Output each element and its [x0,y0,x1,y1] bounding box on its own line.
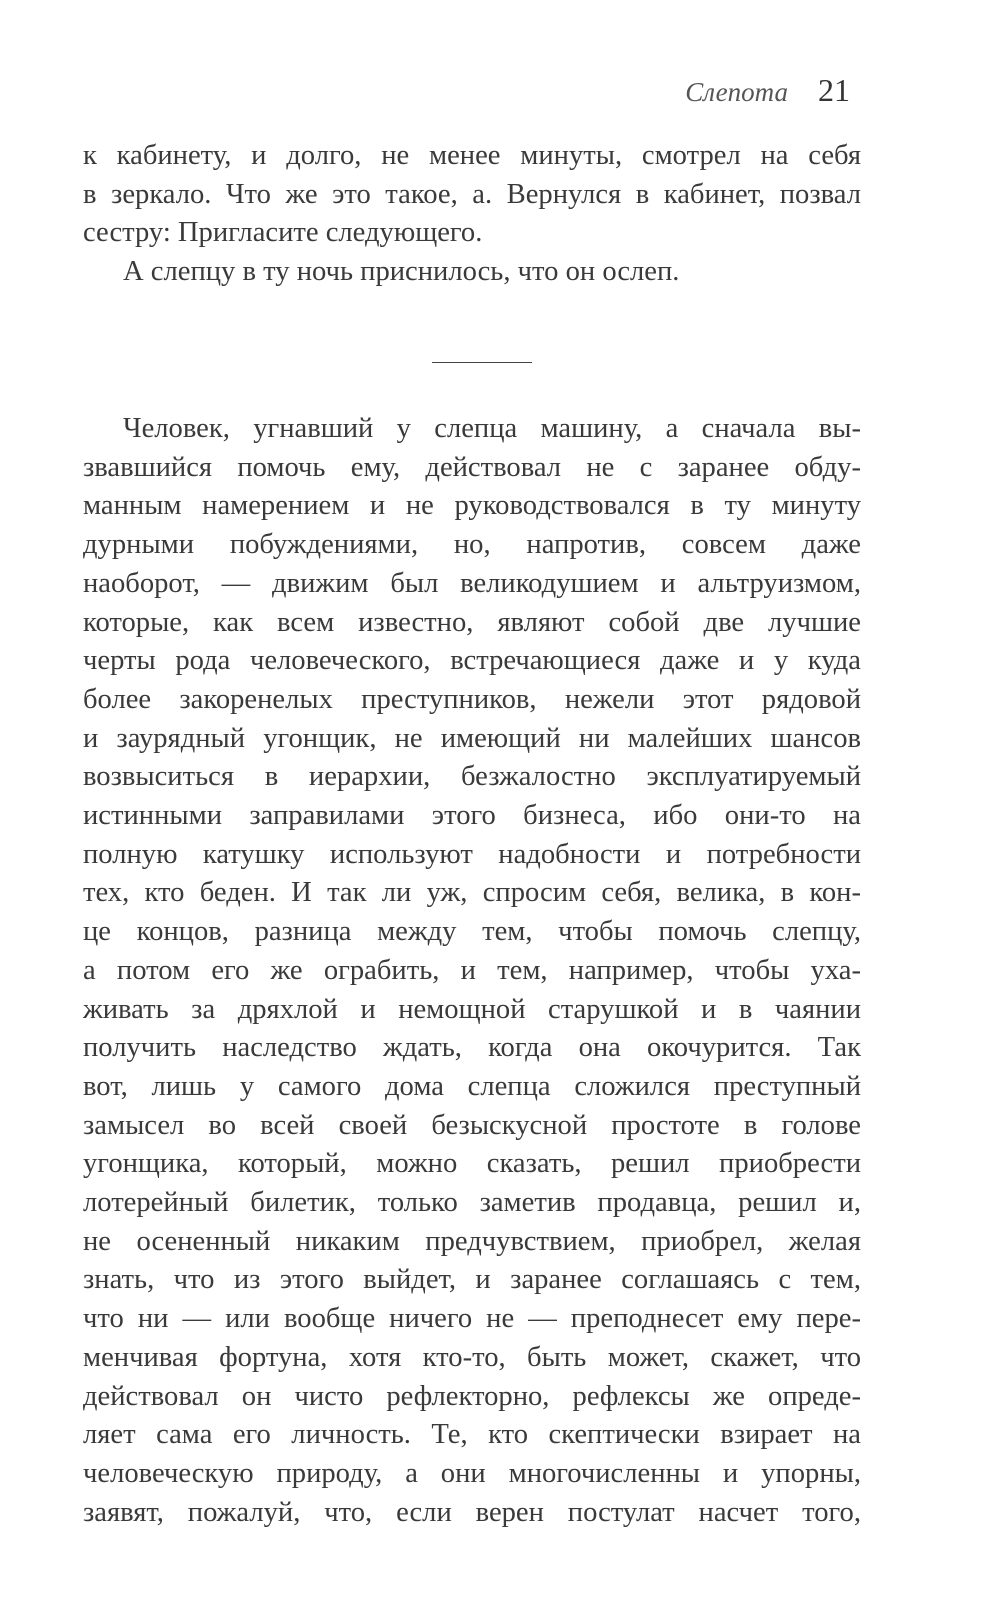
text-line: знать, что из этого выйдет, и заранее соглашаясь с тем, [83,1264,861,1296]
text-line: и заурядный угонщик, не имеющий ни малейших шансов [83,722,861,754]
text-line: более закоренелых преступников, нежели этот рядовой [83,683,861,715]
text-line: А слепцу в ту ночь приснилось, что он ослеп. [123,256,680,288]
section-divider [432,362,532,363]
main-text-block [83,410,861,1532]
text-line: заявят, пожалуй, что, если верен постулат насчет того, [83,1496,861,1528]
text-line: вот, лишь у самого дома слепца сложился преступный [83,1070,861,1102]
text-line: что ни — или вообще ничего не — преподнесет ему пере- [83,1303,861,1335]
text-line: в зеркало. Что же это такое, а. Вернулся в кабинет, позвал [83,178,861,210]
text-line: полную катушку используют надобности и потребности [83,838,861,870]
text-line: звавшийся помочь ему, действовал не с заранее обду- [83,451,861,483]
page-header [685,72,850,109]
text-line: наоборот, — движим был великодушием и альтруизмом, [83,567,861,599]
text-line: к кабинету, и долго, не менее минуты, смотрел на себя [83,140,861,171]
top-text-block [83,137,861,292]
text-line: менчивая фортуна, хотя кто-то, быть может, скажет, что [83,1341,861,1373]
text-line: лотерейный билетик, только заметив продавца, решил и, [83,1187,861,1219]
text-line: дурными побуждениями, но, напротив, совсем даже [83,529,861,561]
running-title: Слепота [685,77,788,107]
text-line: ляет сама его личность. Те, кто скептически взирает на [83,1419,861,1451]
text-line: а потом его же ограбить, и тем, например, чтобы уха- [83,954,861,986]
paragraph [83,137,861,253]
text-line: сестру: Пригласите следующего. [83,217,483,249]
text-line: замысел во всей своей безыскусной простоте в голове [83,1109,861,1141]
text-line: действовал он чисто рефлекторно, рефлексы же опреде- [83,1380,861,1412]
text-line: человеческую природу, а они многочисленны и упорны, [83,1457,861,1489]
text-line: не осененный никаким предчувствием, приобрел, желая [83,1225,861,1257]
text-line: манным намерением и не руководствовался в ту минуту [83,490,861,522]
text-line: угонщика, который, можно сказать, решил приобрести [83,1148,861,1180]
text-line: тех, кто беден. И так ли уж, спросим себя, велика, в кон- [83,877,861,909]
text-line: живать за дряхлой и немощной старушкой и в чаянии [83,993,861,1025]
paragraph [83,410,861,1532]
text-line: получить наследство ждать, когда она окочурится. Так [83,1032,861,1064]
page-number: 21 [818,72,850,108]
text-line: истинными заправилами этого бизнеса, ибо они-то на [83,800,861,832]
text-line: которые, как всем известно, являют собой две лучшие [83,606,861,638]
text-line: возвыситься в иерархии, безжалостно эксплуатируемый [83,761,861,793]
text-line: це концов, разница между тем, чтобы помочь слепцу, [83,916,861,948]
text-line: Человек, угнавший у слепца машину, а сначала вы- [123,413,861,444]
paragraph [83,253,861,292]
text-line: черты рода человеческого, встречающиеся даже и у куда [83,645,861,677]
